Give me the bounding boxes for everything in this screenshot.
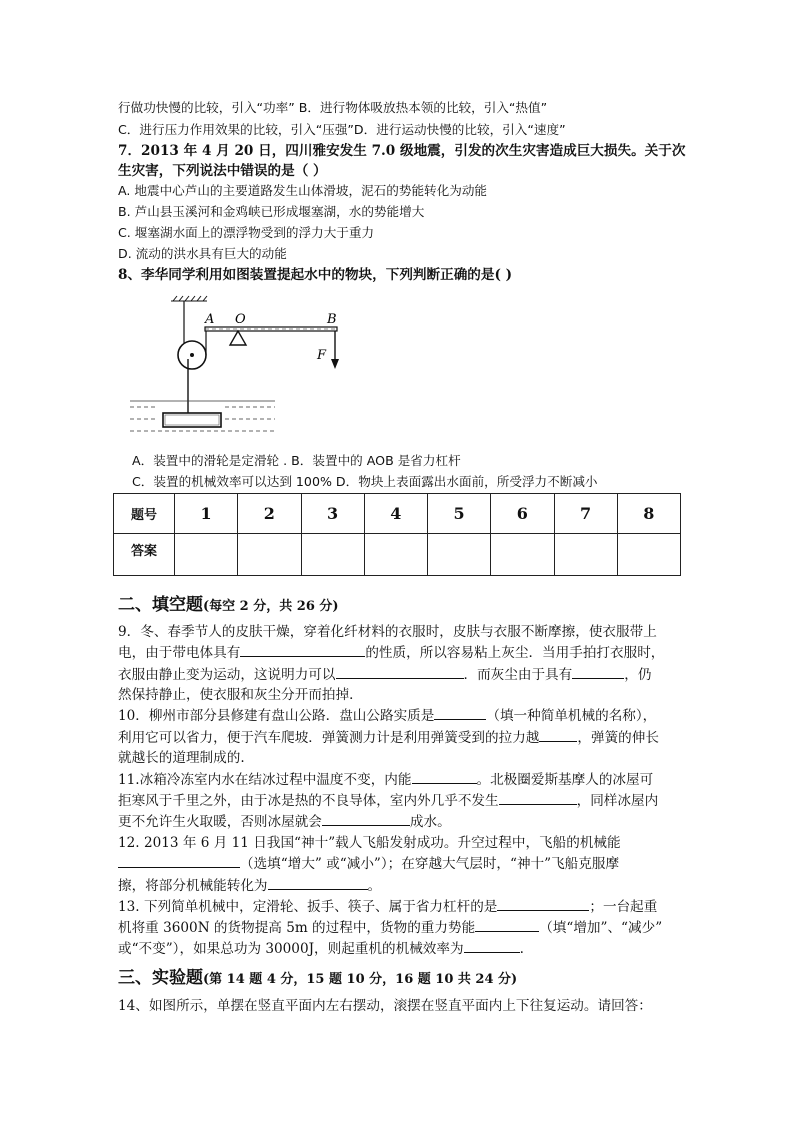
question-number-label: 题号 (114, 494, 175, 534)
answer-table-header-row (114, 494, 681, 534)
q14-line-1: 14、如图所示，单摆在竖直平面内左右摆动，滚摆在竖直平面内上下往复运动。请回答： (118, 998, 652, 1014)
lever-pulley-diagram (125, 295, 345, 445)
q13-line-1: 13. 下列简单机械中，定滑轮、扳手、筷子、属于省力杠杆的是 ；一台起重 (118, 899, 658, 915)
q11-line-3: 更不允许生火取暖，否则冰屋就会 成水。 (118, 814, 451, 830)
q11-blank-2[interactable] (499, 791, 577, 805)
pulley-axle (190, 353, 194, 357)
q12-line-3: 擦，将部分机械能转化为 。 (118, 878, 382, 894)
q13-line-2: 机将重 3600N 的货物提高 5m 的过程中，货物的重力势能 （填“增加”、“减少” (118, 920, 663, 936)
section-3-note: (第 14 题 4 分，15 题 10 分，16 题 10 共 24 分) (203, 972, 518, 987)
q11-blank-3[interactable] (322, 812, 410, 826)
q7-option-c: C. 堰塞湖水面上的漂浮物受到的浮力大于重力 (118, 225, 375, 240)
q8-stem: 8、李华同学利用如图装置提起水中的物块，下列判断正确的是( ) (118, 267, 513, 283)
label-o: O (235, 312, 246, 327)
q9-line-3: 衣服由静止变为运动，这说明力可以 ．而灰尘由于具有 ，仍 (118, 667, 652, 683)
q8-options-ab: A．装置中的滑轮是定滑轮 . B．装置中的 AOB 是省力杠杆 (132, 453, 461, 468)
q10-blank-1[interactable] (434, 706, 486, 720)
section-3-heading (118, 963, 517, 988)
question-number: 4 (364, 494, 427, 534)
question-number: 1 (175, 494, 238, 534)
q12-blank-1[interactable] (118, 854, 240, 868)
q9-blank-2[interactable] (336, 665, 464, 679)
answer-cell[interactable] (364, 534, 427, 576)
q10-line-1: 10．柳州市部分县修建有盘山公路．盘山公路实质是 （填一种简单机械的名称）， (118, 708, 657, 724)
answer-label: 答案 (114, 534, 175, 576)
q9-line-4: 然保持静止，使衣服和灰尘分开而拍掉． (118, 687, 363, 703)
q8-options-cd: C．装置的机械效率可以达到 100% D．物块上表面露出水面前，所受浮力不断减小 (132, 474, 598, 489)
section-2-note: (每空 2 分，共 26 分) (203, 599, 339, 614)
section-2-title: 二、填空题 (118, 595, 203, 615)
section-3-title: 三、实验题 (118, 968, 203, 988)
q10-line-3: 就越长的道理制成的. (118, 750, 245, 766)
answer-cell[interactable] (238, 534, 301, 576)
question-number: 5 (428, 494, 491, 534)
answer-cell[interactable] (554, 534, 617, 576)
q9-line-2: 电，由于带电体具有 的性质，所以容易粘上灰尘．当用手拍打衣服时， (118, 645, 665, 661)
q9-blank-3[interactable] (572, 665, 624, 679)
answer-cell[interactable] (491, 534, 554, 576)
q13-blank-3[interactable] (464, 939, 520, 953)
q12-blank-2[interactable] (268, 876, 368, 890)
q7-option-a: A. 地震中心芦山的主要道路发生山体滑坡，泥石的势能转化为动能 (118, 183, 488, 198)
q13-line-3: 或“不变”），如果总功为 30000J，则起重机的机械效率为 . (118, 941, 524, 957)
force-arrowhead (331, 359, 339, 369)
answer-cell[interactable] (617, 534, 680, 576)
question-number: 2 (238, 494, 301, 534)
q12-line-1: 12. 2013 年 6 月 11 日我国“神十”载人飞船发射成功。升空过程中，飞船的机械能 (118, 835, 621, 851)
answer-table-answer-row (114, 534, 681, 576)
question-number: 7 (554, 494, 617, 534)
q9-blank-1[interactable] (240, 643, 365, 657)
q10-line-2: 利用它可以省力，便于汽车爬坡．弹簧测力计是利用弹簧受到的拉力越 ，弹簧的伸长 (118, 730, 659, 746)
q9-line-1: 9．冬、春季节人的皮肤干燥，穿着化纤材料的衣服时，皮肤与衣服不断摩擦，使衣服带上 (118, 624, 657, 640)
q11-line-1: 11.冰箱冷冻室内水在结冰过程中温度不变，内能 。北极圈爱斯基摩人的冰屋可 (118, 772, 654, 788)
fulcrum-triangle (230, 331, 246, 345)
q11-blank-1[interactable] (412, 770, 477, 784)
label-a: A (205, 312, 215, 327)
q10-blank-2[interactable] (539, 728, 577, 742)
q7-option-d: D. 流动的洪水具有巨大的动能 (118, 246, 287, 261)
q6-line-2: C．进行压力作用效果的比较，引入“压强”D．进行运动快慢的比较，引入“速度” (118, 122, 566, 137)
label-f: F (317, 348, 327, 363)
question-number: 3 (301, 494, 364, 534)
answer-cell[interactable] (301, 534, 364, 576)
answer-cell[interactable] (175, 534, 238, 576)
q13-blank-2[interactable] (475, 918, 539, 932)
q6-line-1: 行做功快慢的比较，引入“功率” B．进行物体吸放热本领的比较，引入“热值” (118, 100, 548, 115)
ceiling-hatch (171, 296, 207, 301)
q12-line-2: （选填“增大” 或“减小”）；在穿越大气层时，“神十”飞船克服摩 (118, 854, 619, 873)
question-number: 6 (491, 494, 554, 534)
label-b: B (327, 312, 337, 327)
q11-line-2: 拒寒风于千里之外，由于冰是热的不良导体，室内外几乎不发生 ，同样冰屋内 (118, 793, 659, 809)
answer-cell[interactable] (428, 534, 491, 576)
q7-stem-line-2: 生灾害，下列说法中错误的是（ ） (118, 163, 327, 179)
q7-stem-line-1: 7．2013 年 4 月 20 日，四川雅安发生 7.0 级地震，引发的次生灾害造成巨大损失。关于次 (118, 143, 686, 159)
question-number: 8 (617, 494, 680, 534)
section-2-heading (118, 590, 339, 615)
q7-option-b: B. 芦山县玉溪河和金鸡峡已形成堰塞湖，水的势能增大 (118, 204, 425, 219)
answer-table (113, 493, 681, 576)
q13-blank-1[interactable] (497, 897, 589, 911)
